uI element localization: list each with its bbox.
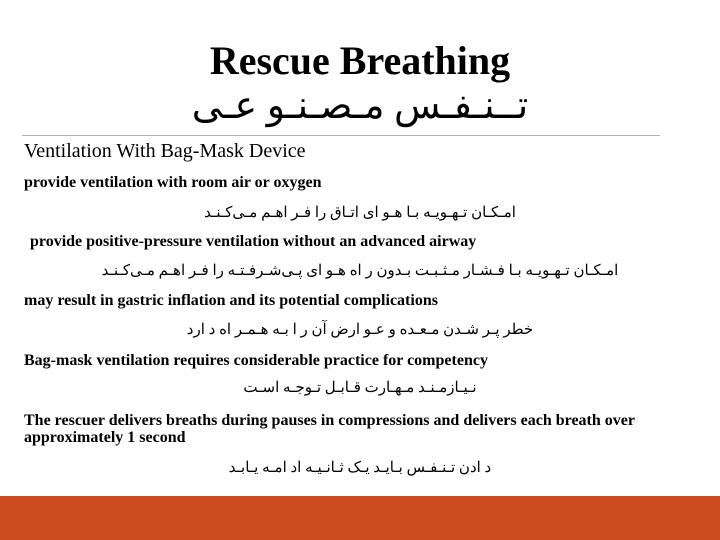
item-4-persian: نـیـازمـنـد مـهـارت قـابـل تـوجـه اسـت (243, 380, 477, 396)
title-divider (22, 135, 660, 136)
item-2-persian: امـکـان تـهـویـه بـا فـشـار مـثـبـت بـدون ر اه هـو ای پـی‌شـرفـتـه را فـر اهـم مـی‌کـنـد (101, 263, 619, 279)
item-1-english: provide ventilation with room air or oxygen (24, 174, 322, 191)
item-4-english: Bag-mask ventilation requires considerable practice for competency (24, 352, 488, 369)
item-5-english: The rescuer delivers breaths during pauses in compressions and delivers each breath over approximately 1 second (24, 412, 635, 446)
item-1-persian: امـکـان تـهـویـه بـا هـو ای اتـاق را فـر اهـم مـی‌کـنـد (204, 205, 516, 221)
section-heading: Ventilation With Bag-Mask Device (24, 140, 306, 162)
item-3-persian: خطر پـر شـدن مـعـده و عـو ارض آن ر ا بـه هـمـر اه د ارد (186, 322, 534, 338)
slide-title: Rescue Breathing (209, 38, 511, 83)
slide-subtitle-persian: تــنـفـس مـصـنـو عـی (191, 85, 529, 127)
item-3-english: may result in gastric inflation and its potential complications (24, 292, 438, 309)
item-5-persian: د ادن تـنـفـس بـایـد یـک ثـانـیـه اد امـه یـابـد (228, 460, 492, 476)
footer-bar (0, 496, 720, 540)
item-2-english: provide positive-pressure ventilation without an advanced airway (30, 233, 477, 250)
